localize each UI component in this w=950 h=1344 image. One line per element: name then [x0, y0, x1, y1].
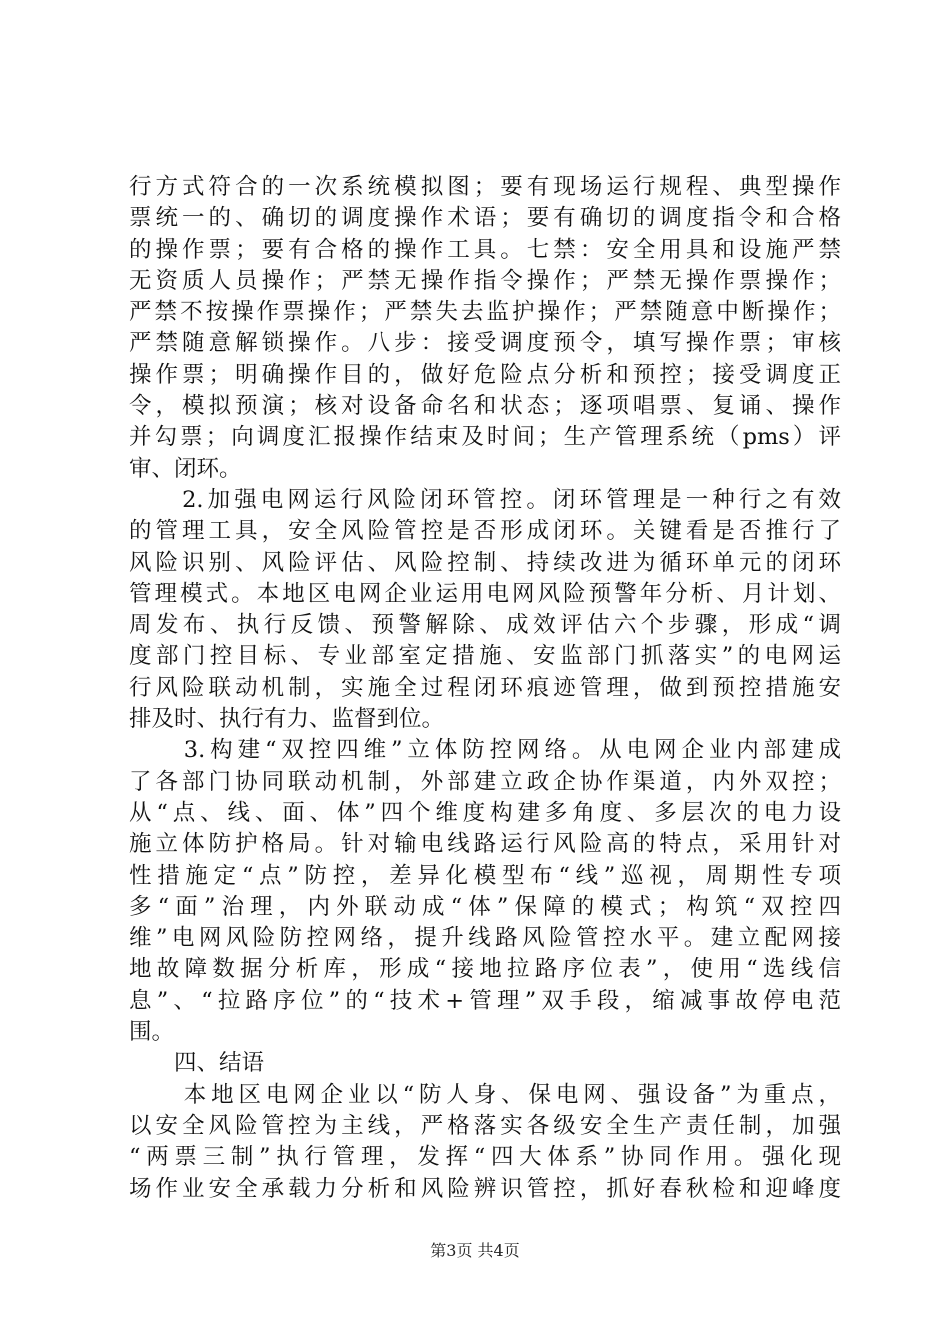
- text-line: 的管理工具，安全风险管控是否形成闭环。关键看是否推行了: [129, 518, 841, 545]
- text-line: 风险识别、风险评估、风险控制、持续改进为循环单元的闭环: [129, 549, 841, 576]
- text-line: 地故障数据分析库，形成“接地拉路序位表”，使用“选线信: [129, 956, 841, 983]
- text-line: 2.加强电网运行风险闭环管控。闭环管理是一种行之有效: [129, 486, 841, 513]
- text-line: 的操作票；要有合格的操作工具。七禁：安全用具和设施严禁: [129, 236, 841, 263]
- text-line: 从“点、线、面、体”四个维度构建多角度、多层次的电力设: [129, 799, 841, 826]
- text-line: 四、结语: [129, 1050, 265, 1077]
- text-line: 息”、“拉路序位”的“技术+管理”双手段，缩减事故停电范: [129, 987, 841, 1014]
- text-line: 无资质人员操作；严禁无操作指令操作；严禁无操作票操作；: [129, 267, 841, 294]
- text-line: 以安全风险管控为主线，严格落实各级安全生产责任制，加强: [129, 1112, 841, 1139]
- text-line: 令，模拟预演；核对设备命名和状态；逐项唱票、复诵、操作: [129, 393, 841, 420]
- text-line: 排及时、执行有力、监督到位。: [129, 706, 445, 733]
- text-line: 周发布、执行反馈、预警解除、成效评估六个步骤，形成“调: [129, 612, 841, 639]
- text-line: 围。: [129, 1019, 175, 1046]
- text-line: 并勾票；向调度汇报操作结束及时间；生产管理系统（pms）评: [129, 424, 841, 451]
- text-line: “两票三制”执行管理，发挥“四大体系”协同作用。强化现: [129, 1144, 841, 1171]
- text-line: 严禁随意解锁操作。八步：接受调度预令，填写操作票；审核: [129, 330, 841, 357]
- text-line: 了各部门协同联动机制，外部建立政企协作渠道，内外双控；: [129, 768, 841, 795]
- document-body: [129, 172, 841, 1205]
- text-line: 3.构建“双控四维”立体防控网络。从电网企业内部建成: [129, 737, 841, 764]
- text-line: 施立体防护格局。针对输电线路运行风险高的特点，采用针对: [129, 831, 841, 858]
- text-line: 行方式符合的一次系统模拟图；要有现场运行规程、典型操作: [129, 174, 841, 200]
- text-line: 多“面”治理，内外联动成“体”保障的模式；构筑“双控四: [129, 893, 841, 920]
- text-line: 管理模式。本地区电网企业运用电网风险预警年分析、月计划、: [129, 580, 841, 607]
- text-line: 本地区电网企业以“防人身、保电网、强设备”为重点，: [129, 1081, 841, 1108]
- text-line: 维”电网风险防控网络，提升线路风险管控水平。建立配网接: [129, 925, 841, 952]
- text-line: 性措施定“点”防控，差异化模型布“线”巡视，周期性专项: [129, 862, 841, 889]
- text-line: 严禁不按操作票操作；严禁失去监护操作；严禁随意中断操作；: [129, 299, 841, 326]
- text-line: 票统一的、确切的调度操作术语；要有确切的调度指令和合格: [129, 205, 841, 232]
- text-line: 行风险联动机制，实施全过程闭环痕迹管理，做到预控措施安: [129, 674, 841, 701]
- text-line: 度部门控目标、专业部室定措施、安监部门抓落实”的电网运: [129, 643, 841, 670]
- text-line: 场作业安全承载力分析和风险辨识管控，抓好春秋检和迎峰度: [129, 1175, 841, 1202]
- text-line: 审、闭环。: [129, 455, 242, 482]
- text-line: 操作票；明确操作目的，做好危险点分析和预控；接受调度正: [129, 361, 841, 388]
- page-footer: 第3页 共4页: [430, 1241, 520, 1260]
